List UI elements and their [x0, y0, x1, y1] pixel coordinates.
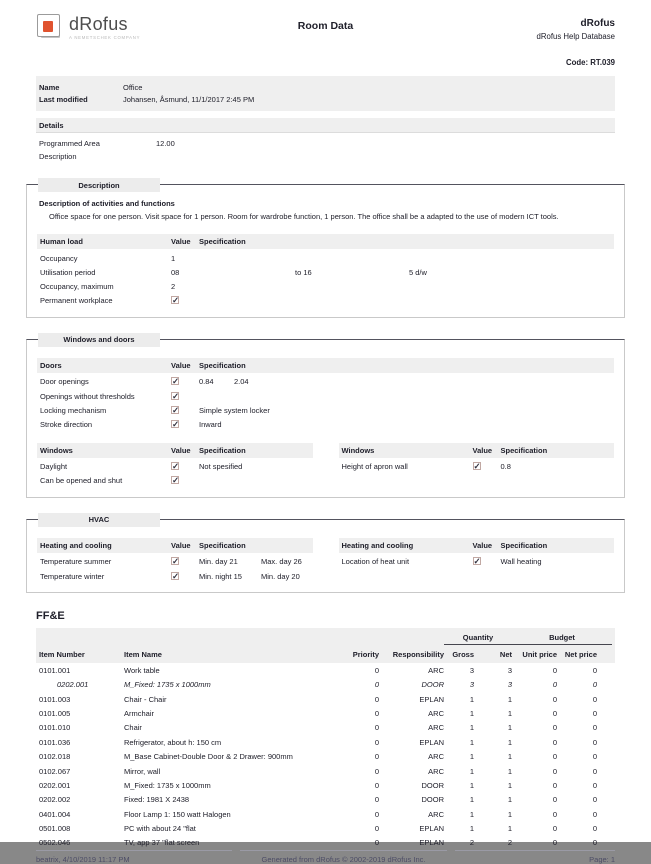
ffe-item-row: [36, 750, 615, 764]
info-value: Office: [123, 82, 143, 92]
responsibility-cell: DOOR: [421, 795, 444, 805]
attribute-value: [171, 557, 199, 566]
item-name-cell: Chair: [124, 723, 142, 733]
spec-value: Max. day 26: [261, 557, 302, 567]
item-number-cell: 0202.002: [39, 795, 71, 805]
info-value: Johansen, Åsmund, 11/1/2017 2:45 PM: [123, 94, 255, 104]
description-legend: Description: [38, 178, 160, 192]
ffe-column-header-row: [36, 647, 615, 663]
item-name-cell: PC with about 24 "flat: [124, 824, 196, 834]
item-name-cell: M_Base Cabinet-Double Door & 2 Drawer: 900mm: [124, 752, 293, 762]
windows-doors-legend: Windows and doors: [38, 333, 160, 347]
unit-price-cell: 0: [552, 809, 557, 819]
gross-quantity-cell: 1: [469, 795, 474, 805]
attribute-value: [171, 462, 199, 471]
unit-price-cell: 0: [552, 723, 557, 733]
unit-price-cell: 0: [552, 752, 557, 762]
footer-generated-note: Generated from dRofus © 2002-2019 dRofus Inc.: [240, 850, 447, 864]
net-price-cell: 0: [592, 752, 597, 762]
checkbox-checked-icon: ✓: [172, 556, 180, 567]
net-price-header: Net price: [564, 650, 597, 660]
gross-quantity-cell: 1: [469, 809, 474, 819]
ffe-item-row: [36, 821, 615, 835]
net-price-cell: 0: [592, 665, 597, 675]
attribute-row: [37, 251, 614, 265]
spec-value: Wall heating: [500, 557, 542, 567]
attribute-value: [171, 420, 199, 429]
attribute-label: Occupancy, maximum: [40, 281, 114, 291]
description-fieldset: [26, 180, 625, 318]
spec-value: to 16: [295, 267, 312, 277]
item-name-cell: Work table: [124, 665, 160, 675]
gross-quantity-cell: 1: [469, 780, 474, 790]
responsibility-cell: EPLAN: [419, 824, 444, 834]
checkbox-checked-icon: ✓: [172, 570, 180, 581]
gross-quantity-cell: 1: [469, 824, 474, 834]
hvac-fieldset: [26, 515, 625, 593]
unit-price-cell: 0: [552, 795, 557, 805]
report-title: Room Data: [297, 20, 354, 32]
net-quantity-cell: 3: [507, 665, 512, 675]
attribute-row: [37, 474, 313, 488]
priority-cell: 0: [374, 709, 379, 719]
details-value: 12.00: [156, 138, 175, 148]
details-section-title: Details: [36, 118, 615, 133]
checkbox-checked-icon: ✓: [172, 404, 180, 415]
spec-value: Inward: [199, 419, 222, 429]
attribute-specification: [199, 572, 310, 581]
windows-table-right: [339, 443, 615, 488]
priority-cell: 0: [374, 809, 379, 819]
windows-header: Windows Value Specification: [37, 443, 313, 458]
attribute-specification: [501, 557, 612, 566]
attribute-row: [37, 417, 614, 431]
responsibility-cell: ARC: [428, 766, 444, 776]
ffe-item-row: [36, 663, 615, 677]
responsibility-cell: EPLAN: [419, 694, 444, 704]
attribute-label: Permanent workplace: [40, 296, 113, 306]
attribute-specification: [199, 268, 611, 277]
spec-value: Min. day 20: [261, 571, 300, 581]
priority-cell: 0: [374, 665, 379, 675]
checkbox-checked-icon: ✓: [172, 461, 180, 472]
priority-cell: 0: [374, 824, 379, 834]
spec-value: 5 d/w: [409, 267, 427, 277]
attribute-label: Stroke direction: [40, 419, 93, 429]
item-name-cell: Chair - Chair: [124, 694, 167, 704]
net-quantity-cell: 1: [507, 723, 512, 733]
responsibility-cell: DOOR: [421, 680, 444, 690]
ffe-item-row: [36, 735, 615, 749]
priority-cell: 0: [374, 737, 379, 747]
net-price-cell: 0: [592, 838, 597, 848]
attribute-row: [339, 555, 615, 569]
gross-quantity-cell: 1: [469, 752, 474, 762]
responsibility-cell: ARC: [428, 709, 444, 719]
spec-value: 0.84: [199, 377, 214, 387]
attribute-label: Daylight: [40, 462, 68, 472]
info-row: [39, 93, 612, 105]
windows-doors-fieldset: [26, 335, 625, 498]
net-quantity-cell: 1: [507, 809, 512, 819]
net-price-cell: 0: [592, 780, 597, 790]
header-company: dRofus: [580, 18, 615, 29]
unit-price-cell: 0: [552, 766, 557, 776]
spec-value: 2.04: [234, 377, 249, 387]
doors-table: [37, 358, 614, 432]
net-price-cell: 0: [592, 766, 597, 776]
net-quantity-cell: 1: [507, 780, 512, 790]
net-price-cell: 0: [592, 809, 597, 819]
net-price-cell: 0: [592, 795, 597, 805]
ffe-item-row: [36, 706, 615, 720]
report-header: [36, 12, 615, 42]
quantity-group-header: Quantity: [444, 633, 512, 645]
gross-quantity-cell: 3: [469, 680, 474, 690]
item-number-cell: 0101.001: [39, 665, 71, 675]
checkbox-checked-icon: ✓: [473, 556, 481, 567]
gross-quantity-cell: 3: [469, 665, 474, 675]
responsibility-header: Responsibility: [392, 650, 444, 660]
item-name-cell: Fixed: 1981 X 2438: [124, 795, 190, 805]
heating-cooling-table-right: [339, 538, 615, 583]
info-label: Last modified: [39, 94, 88, 104]
spec-value: Not spesified: [199, 462, 243, 472]
gross-quantity-cell: 2: [469, 838, 474, 848]
attribute-label: Temperature summer: [40, 557, 112, 567]
unit-price-cell: 0: [552, 838, 557, 848]
unit-price-header: Unit price: [522, 650, 557, 660]
attribute-specification: [501, 462, 612, 471]
checkbox-checked-icon: ✓: [172, 475, 180, 486]
unit-price-cell: 0: [552, 709, 557, 719]
attribute-label: Height of apron wall: [341, 462, 408, 472]
item-name-cell: M_Fixed: 1735 x 1000mm: [124, 780, 211, 790]
checkbox-checked-icon: ✓: [172, 295, 180, 306]
room-code: Code: RT.039: [566, 58, 615, 67]
net-quantity-cell: 1: [507, 824, 512, 834]
windows-table-left: [37, 443, 313, 488]
ffe-group-header-row: [36, 631, 615, 647]
description-text: Office space for one person. Visit space for 1 person. Room for wardrobe function, 1 person. The office shall be a adapted to the use of modern ICT tools.: [49, 212, 559, 222]
attribute-row: [37, 389, 614, 403]
item-number-cell: 0101.005: [39, 709, 71, 719]
room-info-block: [36, 76, 615, 111]
item-number-cell: 0401.004: [39, 809, 71, 819]
attribute-value: 08: [171, 267, 180, 277]
item-number-header: Item Number: [39, 650, 85, 660]
attribute-specification: [199, 406, 611, 415]
details-label: Description: [39, 151, 77, 161]
attribute-label: Locking mechanism: [40, 405, 107, 415]
ffe-table-header: [36, 628, 615, 663]
responsibility-cell: ARC: [428, 665, 444, 675]
responsibility-cell: ARC: [428, 809, 444, 819]
net-quantity-cell: 1: [507, 694, 512, 704]
attribute-value: [171, 476, 199, 485]
ffe-item-row: [36, 678, 615, 692]
attribute-specification: [199, 557, 310, 566]
gross-quantity-cell: 1: [469, 737, 474, 747]
net-quantity-cell: 1: [507, 766, 512, 776]
item-name-cell: Mirror, wall: [124, 766, 161, 776]
item-number-cell: 0101.003: [39, 694, 71, 704]
attribute-row: [37, 569, 313, 583]
priority-cell: 0: [374, 752, 379, 762]
ffe-item-row: [36, 778, 615, 792]
item-number-cell: 0202.001: [57, 680, 89, 690]
net-quantity-cell: 1: [507, 709, 512, 719]
net-header: Net: [499, 650, 512, 660]
priority-cell: 0: [374, 723, 379, 733]
attribute-value: [473, 462, 501, 471]
unit-price-cell: 0: [552, 737, 557, 747]
gross-quantity-cell: 1: [469, 723, 474, 733]
gross-header: Gross: [452, 650, 474, 660]
checkbox-checked-icon: ✓: [172, 390, 180, 401]
human-load-header: Human load Value Specification: [37, 234, 614, 249]
unit-price-cell: 0: [552, 680, 557, 690]
priority-cell: 0: [374, 766, 379, 776]
item-number-cell: 0502.046: [39, 838, 71, 848]
footer-user-timestamp: beatrix, 4/10/2019 11:17 PM: [36, 850, 232, 864]
unit-price-cell: 0: [552, 694, 557, 704]
ffe-item-row: [36, 793, 615, 807]
spec-value: Simple system locker: [199, 405, 270, 415]
attribute-row: [37, 460, 313, 474]
net-price-cell: 0: [592, 694, 597, 704]
ffe-item-row: [36, 836, 615, 850]
attribute-label: Utilisation period: [40, 267, 96, 277]
attribute-value: [171, 392, 199, 401]
checkbox-checked-icon: ✓: [473, 461, 481, 472]
attribute-specification: [199, 377, 611, 386]
item-number-cell: 0101.010: [39, 723, 71, 733]
logo-tagline: A NEMETSCHEK COMPANY: [69, 34, 141, 40]
drofus-logo: [36, 12, 206, 42]
report-footer: [36, 850, 615, 864]
attribute-row: [37, 265, 614, 279]
attribute-value: 2: [171, 281, 176, 291]
gross-quantity-cell: 1: [469, 766, 474, 776]
ffe-table-body: [36, 663, 615, 850]
priority-header: Priority: [352, 650, 379, 660]
item-name-cell: M_Fixed: 1735 x 1000mm: [124, 680, 211, 690]
logo-wordmark: dRofus: [69, 14, 128, 34]
priority-cell: 0: [374, 694, 379, 704]
attribute-value: [171, 296, 199, 305]
net-price-cell: 0: [592, 680, 597, 690]
net-price-cell: 0: [592, 824, 597, 834]
windows-header: Windows Value Specification: [339, 443, 615, 458]
attribute-row: [37, 403, 614, 417]
net-quantity-cell: 1: [507, 752, 512, 762]
attribute-value: 1: [171, 253, 176, 263]
attribute-specification: [199, 462, 310, 471]
heating-cooling-table-left: [37, 538, 313, 583]
description-heading: Description of activities and functions: [39, 199, 175, 209]
attribute-row: [37, 279, 614, 293]
attribute-value: [473, 557, 501, 566]
attribute-value: [171, 406, 199, 415]
item-number-cell: 0501.008: [39, 824, 71, 834]
net-quantity-cell: 2: [507, 838, 512, 848]
info-label: Name: [39, 82, 60, 92]
item-name-cell: TV, app 37 "flat screen: [124, 838, 200, 848]
net-price-cell: 0: [592, 723, 597, 733]
attribute-label: Door openings: [40, 377, 89, 387]
attribute-label: Openings without thresholds: [40, 391, 135, 401]
ffe-item-row: [36, 721, 615, 735]
responsibility-cell: EPLAN: [419, 737, 444, 747]
ffe-item-row: [36, 807, 615, 821]
doors-header: Doors Value Specification: [37, 358, 614, 373]
priority-cell: 0: [374, 780, 379, 790]
item-number-cell: 0101.036: [39, 737, 71, 747]
item-number-cell: 0102.018: [39, 752, 71, 762]
header-database: dRofus Help Database: [536, 32, 615, 41]
ffe-item-row: [36, 692, 615, 706]
item-number-cell: 0102.067: [39, 766, 71, 776]
human-load-table: [37, 234, 614, 308]
drofus-logo-icon: [36, 12, 63, 42]
attribute-label: Temperature winter: [40, 571, 105, 581]
item-name-cell: Refrigerator, about h: 150 cm: [124, 737, 222, 747]
attribute-label: Can be opened and shut: [40, 476, 123, 486]
net-price-cell: 0: [592, 737, 597, 747]
net-quantity-cell: 1: [507, 795, 512, 805]
priority-cell: 0: [374, 838, 379, 848]
footer-page-number: Page: 1: [455, 850, 615, 864]
gross-quantity-cell: 1: [469, 694, 474, 704]
responsibility-cell: ARC: [428, 752, 444, 762]
ffe-section-title: FF&E: [36, 610, 65, 623]
details-section: [36, 118, 615, 163]
attribute-specification: [199, 420, 611, 429]
item-name-header: Item Name: [124, 650, 162, 660]
priority-cell: 0: [374, 795, 379, 805]
priority-cell: 0: [374, 680, 379, 690]
attribute-row: [37, 555, 313, 569]
unit-price-cell: 0: [552, 780, 557, 790]
budget-group-header: Budget: [512, 633, 612, 645]
attribute-row: [37, 294, 614, 308]
spec-value: 0.8: [500, 462, 511, 472]
unit-price-cell: 0: [552, 665, 557, 675]
heating-cooling-header: Heating and cooling Value Specification: [37, 538, 313, 553]
attribute-row: [339, 460, 615, 474]
heating-cooling-header: Heating and cooling Value Specification: [339, 538, 615, 553]
info-row: [39, 81, 612, 93]
attribute-label: Occupancy: [40, 253, 78, 263]
hvac-legend: HVAC: [38, 513, 160, 527]
responsibility-cell: EPLAN: [419, 838, 444, 848]
attribute-value: [171, 377, 199, 386]
checkbox-checked-icon: ✓: [172, 376, 180, 387]
attribute-value: [171, 572, 199, 581]
item-name-cell: Floor Lamp 1: 150 watt Halogen: [124, 809, 231, 819]
item-number-cell: 0202.001: [39, 780, 71, 790]
details-row: [39, 150, 612, 163]
ffe-item-row: [36, 764, 615, 778]
attribute-row: [37, 375, 614, 389]
item-name-cell: Armchair: [124, 709, 155, 719]
logo-orange-square: [43, 21, 53, 32]
gross-quantity-cell: 1: [469, 709, 474, 719]
net-price-cell: 0: [592, 709, 597, 719]
responsibility-cell: ARC: [428, 723, 444, 733]
attribute-label: Location of heat unit: [341, 557, 410, 567]
responsibility-cell: DOOR: [421, 780, 444, 790]
checkbox-checked-icon: ✓: [172, 418, 180, 429]
spec-value: [199, 268, 295, 277]
unit-price-cell: 0: [552, 824, 557, 834]
details-row: [39, 136, 612, 149]
net-quantity-cell: 3: [507, 680, 512, 690]
spec-value: Min. night 15: [199, 571, 242, 581]
details-label: Programmed Area: [39, 138, 100, 148]
spec-value: Min. day 21: [199, 557, 238, 567]
net-quantity-cell: 1: [507, 737, 512, 747]
